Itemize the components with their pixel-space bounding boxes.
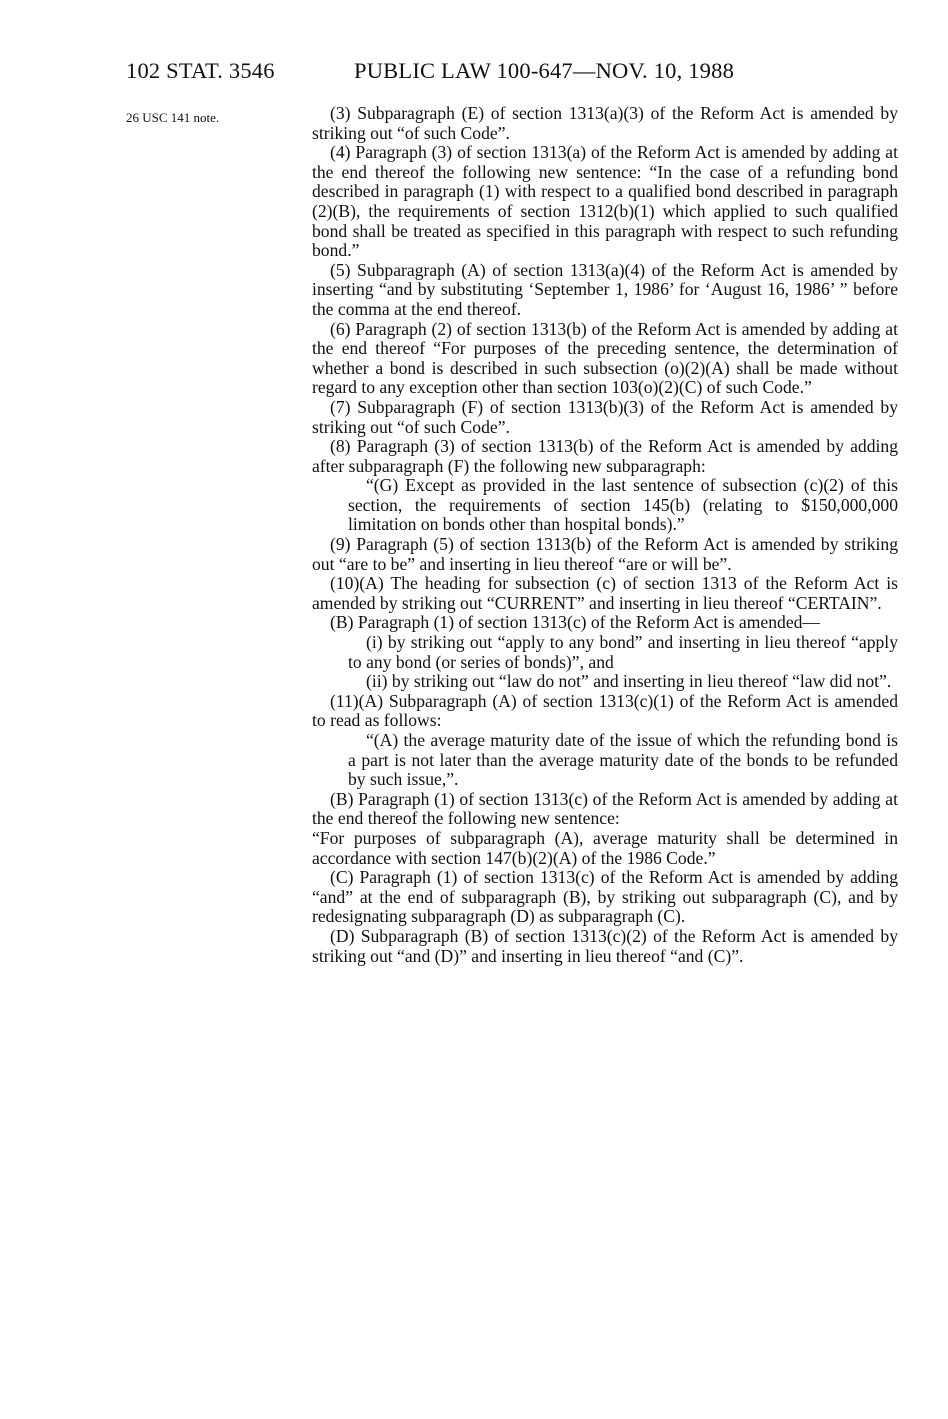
paragraph-7: (7) Subparagraph (F) of section 1313(b)(3) of the Reform Act is amended by striking out “of such Code”. [312, 396, 898, 437]
clause-ii: (ii) by striking out “law do not” and inserting in lieu thereof “law did not”. [366, 671, 892, 692]
paragraph-8: (8) Paragraph (3) of section 1313(b) of the Reform Act is amended by adding after subparagraph (F) the following new subparagraph: [312, 436, 898, 476]
paragraph-4: (4) Paragraph (3) of section 1313(a) of the Reform Act is amended by adding at the end thereof the following new sentence: “In the case of a refunding bond described in paragraph (1) with respect to a qualified bond described in paragraph (2)(B), the requirements of section 1312(b)(1) which applied to such qualified bond shall be treated as specified in this paragraph with respect to such refunding bond.” [312, 142, 898, 261]
paragraph-11c: (C) Paragraph (1) of section 1313(c) of the Reform Act is amended by adding “and” at the end of subparagraph (B), by striking out subparagraph (C), and by redesignating subparagraph (D) as subparagraph (C). [312, 867, 898, 927]
page-header [126, 58, 806, 88]
paragraph-6: (6) Paragraph (2) of section 1313(b) of the Reform Act is amended by adding at the end thereof “For purposes of the preceding sentence, the determination of whether a bond is described in such subsection (o)(2)(A) shall be made without regard to any exception other than section 103(o)(2)(C) of such Code.” [312, 318, 898, 398]
body-text [312, 104, 898, 966]
paragraph-10b: (B) Paragraph (1) of section 1313(c) of the Reform Act is amended— [330, 612, 821, 633]
quoted-subparagraph-a: “(A) the average maturity date of the issue of which the refunding bond is a part is not later than the average maturity date of the bonds to be refunded by such issue,”. [348, 730, 898, 790]
clause-i: (i) by striking out “apply to any bond” and inserting in lieu thereof “apply to any bond (or series of bonds)”, and [348, 632, 898, 672]
paragraph-3: (3) Subparagraph (E) of section 1313(a)(3) of the Reform Act is amended by striking out “of such Code”. [312, 103, 898, 143]
public-law-title: PUBLIC LAW 100-647—NOV. 10, 1988 [354, 58, 735, 83]
paragraph-9: (9) Paragraph (5) of section 1313(b) of the Reform Act is amended by striking out “are to be” and inserting in lieu thereof “are or will be”. [312, 534, 898, 574]
quoted-subparagraph-g: “(G) Except as provided in the last sentence of subsection (c)(2) of this section, the requirements of section 145(b) (relating to $150,000,000 limitation on bonds other than hospital bonds).” [348, 475, 898, 535]
paragraph-5: (5) Subparagraph (A) of section 1313(a)(4) of the Reform Act is amended by inserting “and by substituting ‘September 1, 1986’ for ‘August 16, 1986’ ” before the comma at the end thereof. [312, 259, 898, 319]
statute-page-number: 102 STAT. 3546 [126, 58, 275, 83]
paragraph-11a: (11)(A) Subparagraph (A) of section 1313(c)(1) of the Reform Act is amended to read as follows: [312, 690, 898, 731]
paragraph-11b: (B) Paragraph (1) of section 1313(c) of the Reform Act is amended by adding at the end thereof the following new sentence: [312, 788, 898, 829]
quoted-sentence: “For purposes of subparagraph (A), average maturity shall be determined in accordance with section 147(b)(2)(A) of the 1986 Code.” [312, 827, 898, 868]
paragraph-10a: (10)(A) The heading for subsection (c) of section 1313 of the Reform Act is amended by striking out “CURRENT” and inserting in lieu thereof “CERTAIN”. [312, 573, 898, 613]
margin-note: 26 USC 141 note. [126, 110, 220, 125]
paragraph-11d: (D) Subparagraph (B) of section 1313(c)(2) of the Reform Act is amended by striking out “and (D)” and inserting in lieu thereof “and (C)”. [312, 925, 898, 966]
